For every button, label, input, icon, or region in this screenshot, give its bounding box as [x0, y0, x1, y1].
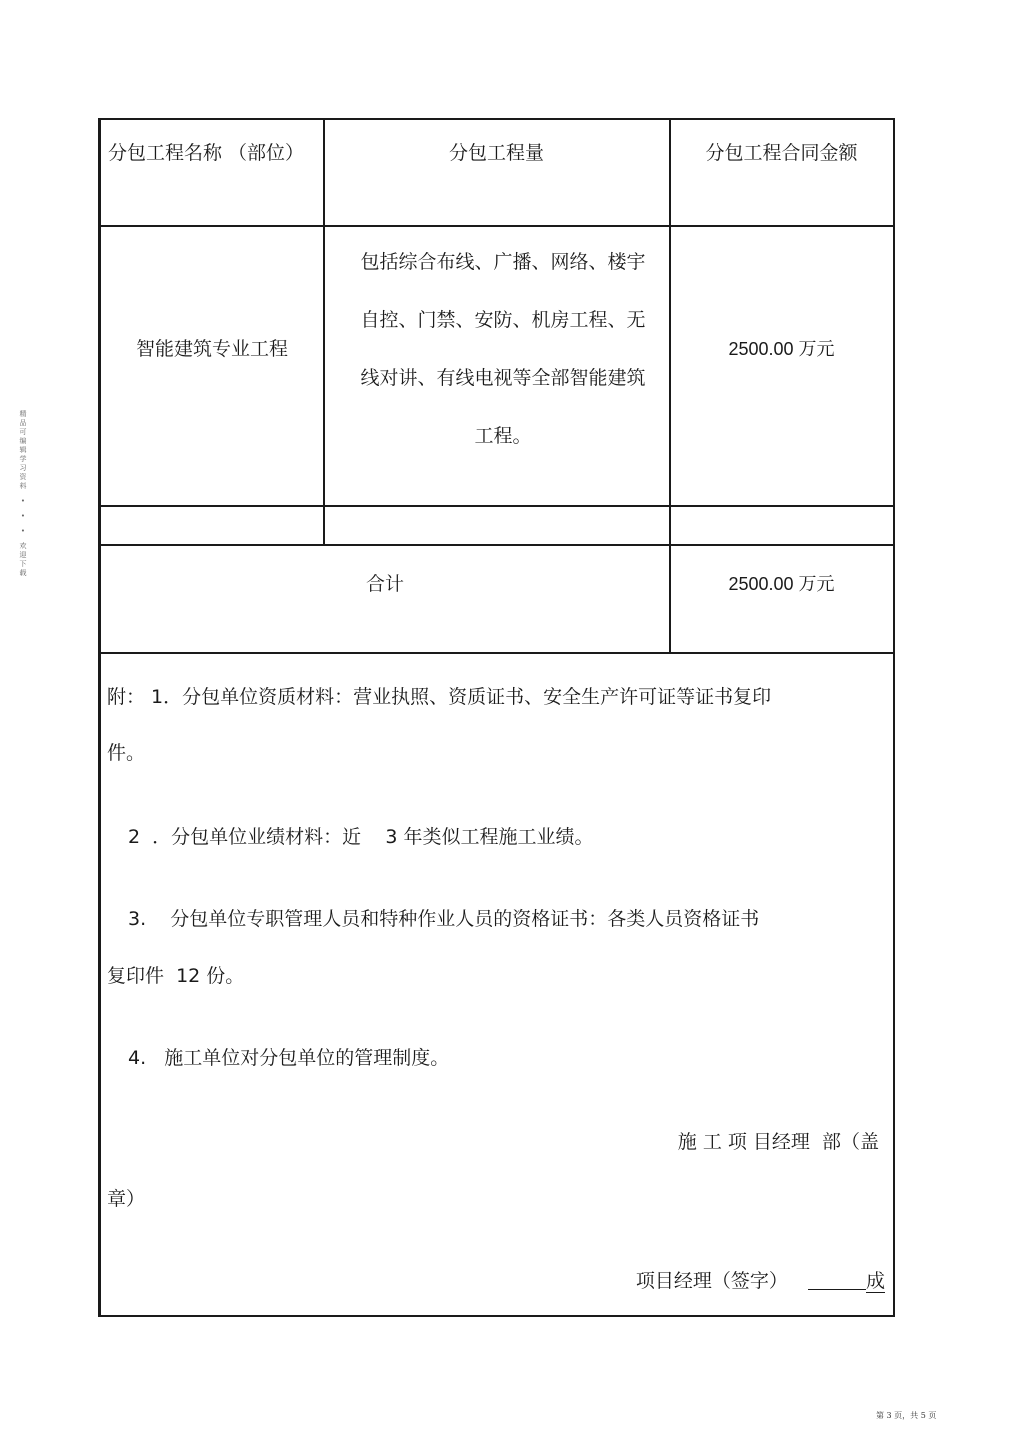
signature-value: 成: [865, 1270, 885, 1292]
header-project-name: 分包工程名称 （部位）: [108, 142, 305, 164]
subcontract-table: [98, 118, 895, 1317]
page-footer: 第 3 页，共 5 页: [876, 1411, 937, 1420]
row-project-name: 智能建筑专业工程: [135, 338, 288, 360]
note-1a: 附： 1．分包单位资质材料：营业执照、资质证书、安全生产许可证等证书复印: [107, 686, 772, 708]
stamp-line-a: 施 工 项 目经理 部（盖: [677, 1131, 879, 1153]
note-3a: 3. 分包单位专职管理人员和特种作业人员的资格证书：各类人员资格证书: [128, 908, 760, 930]
side-watermark: 精品可编辑学习资料 • • • 欢迎下载: [19, 410, 27, 577]
note-4: 4. 施工单位对分包单位的管理制度。: [128, 1047, 450, 1069]
note-3b: 复印件 12 份。: [107, 965, 245, 987]
note-2: 2 ．分包单位业绩材料：近 3 年类似工程施工业绩。: [128, 826, 594, 848]
header-quantity: 分包工程量: [448, 142, 544, 164]
stamp-line-b: 章）: [107, 1188, 146, 1210]
note-1b: 件。: [107, 742, 146, 764]
row-scope: 包括综合布线、广播、网络、楼宇 自控、门禁、安防、机房工程、无 线对讲、有线电视等全部智能建筑 工程。: [360, 251, 646, 447]
signature-label: 项目经理（签字）: [635, 1270, 788, 1292]
signature-blank: [808, 1271, 866, 1290]
header-contract-amount: 分包工程合同金额: [705, 142, 858, 164]
total-amount: 2500.00 万元: [728, 574, 835, 594]
row-amount: 2500.00 万元: [728, 339, 835, 359]
total-label: 合计: [365, 573, 404, 595]
signature-line: [636, 1266, 885, 1293]
